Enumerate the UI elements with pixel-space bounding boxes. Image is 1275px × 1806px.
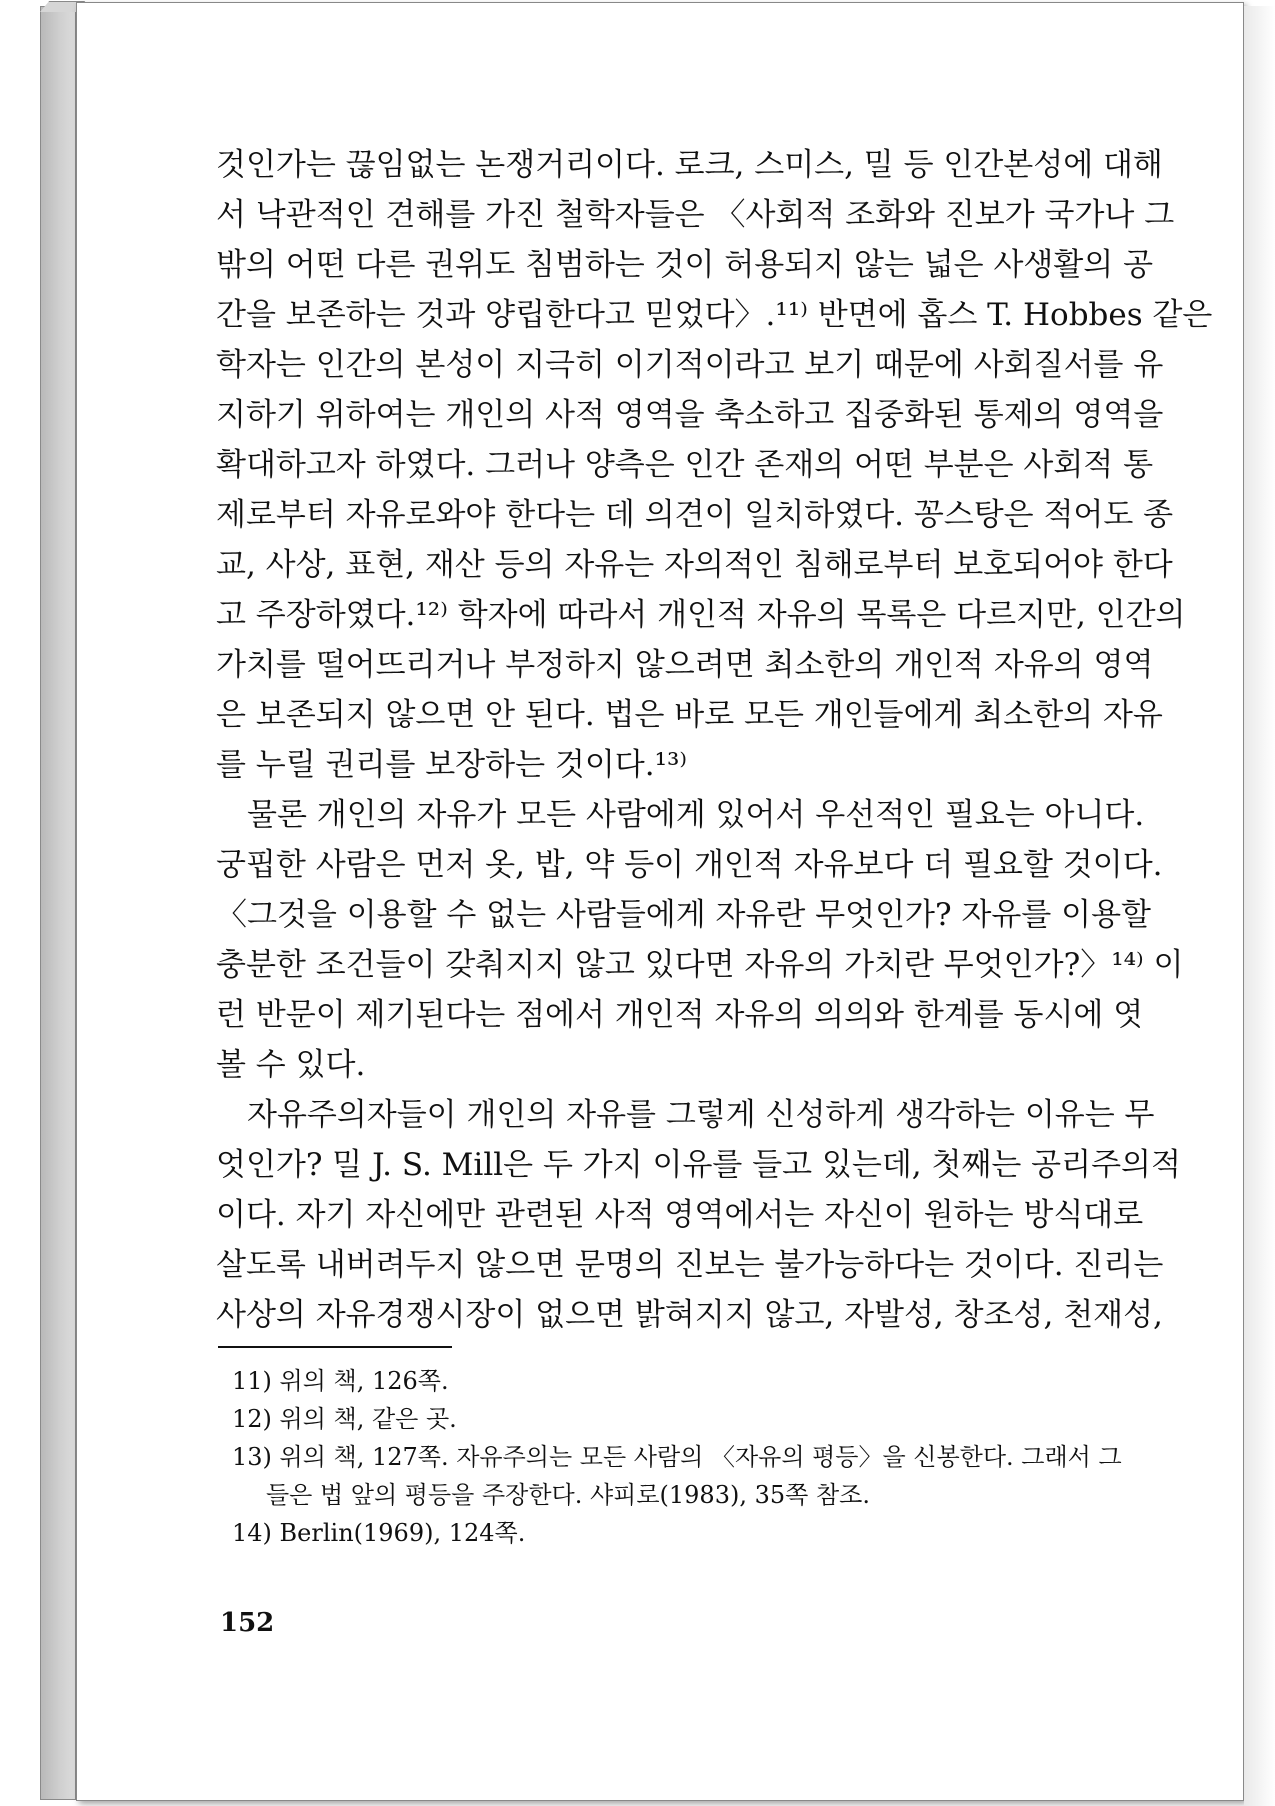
page-number: 152 (220, 1608, 275, 1638)
footnote-13-continued: 들은 법 앞의 평등을 주장한다. 샤피로(1983), 35쪽 참조. (266, 1481, 870, 1509)
footnote-13: 13) 위의 책, 127쪽. 자유주의는 모든 사람의 〈자유의 평등〉을 신봉한다. 그래서 그 (232, 1443, 1122, 1471)
text-line: 확대하고자 하였다. 그러나 양측은 인간 존재의 어떤 부분은 사회적 통 (216, 447, 1154, 483)
text-line: 충분한 조건들이 갖춰지지 않고 있다면 자유의 가치란 무엇인가?〉¹⁴⁾ 이 (216, 947, 1184, 983)
footnote-12: 12) 위의 책, 같은 곳. (232, 1405, 457, 1433)
text-line: 엇인가? 밀 J. S. Mill은 두 가지 이유를 들고 있는데, 첫째는 공리주의적 (216, 1147, 1181, 1183)
text-line: 학자는 인간의 본성이 지극히 이기적이라고 보기 때문에 사회질서를 유 (216, 347, 1164, 383)
text-line: 볼 수 있다. (216, 1047, 366, 1083)
text-line: 제로부터 자유로와야 한다는 데 의견이 일치하였다. 꽁스탕은 적어도 종 (216, 497, 1174, 533)
body-text (216, 140, 1213, 1340)
text-line: 를 누릴 권리를 보장하는 것이다.¹³⁾ (216, 747, 688, 783)
text-line: 살도록 내버려두지 않으면 문명의 진보는 불가능하다는 것이다. 진리는 (216, 1247, 1164, 1283)
page-shadow (1244, 6, 1275, 1806)
text-line: 이다. 자기 자신에만 관련된 사적 영역에서는 자신이 원하는 방식대로 (216, 1197, 1144, 1233)
text-line: 자유주의자들이 개인의 자유를 그렇게 신성하게 생각하는 이유는 무 (247, 1097, 1155, 1133)
text-line: 궁핍한 사람은 먼저 옷, 밥, 약 등이 개인적 자유보다 더 필요할 것이다. (216, 847, 1163, 883)
text-line: 물론 개인의 자유가 모든 사람에게 있어서 우선적인 필요는 아니다. (247, 797, 1145, 833)
text-line: 가치를 떨어뜨리거나 부정하지 않으려면 최소한의 개인적 자유의 영역 (216, 647, 1154, 683)
footnote-divider (218, 1346, 452, 1348)
text-line: 사상의 자유경쟁시장이 없으면 밝혀지지 않고, 자발성, 창조성, 천재성, (216, 1297, 1163, 1333)
book-page-edges (40, 6, 76, 1800)
text-line: 간을 보존하는 것과 양립한다고 믿었다〉.¹¹⁾ 반면에 홉스 T. Hobbes 같은 (216, 297, 1213, 333)
text-line: 지하기 위하여는 개인의 사적 영역을 축소하고 집중화된 통제의 영역을 (216, 397, 1164, 433)
footnotes (232, 1362, 1122, 1552)
text-line: 것인가는 끊임없는 논쟁거리이다. 로크, 스미스, 밀 등 인간본성에 대해 (216, 147, 1163, 183)
text-line: 서 낙관적인 견해를 가진 철학자들은 〈사회적 조화와 진보가 국가나 그 (216, 197, 1175, 233)
text-line: 밖의 어떤 다른 권위도 침범하는 것이 허용되지 않는 넓은 사생활의 공 (216, 247, 1154, 283)
text-line: 고 주장하였다.¹²⁾ 학자에 따라서 개인적 자유의 목록은 다르지만, 인간의 (216, 597, 1186, 633)
text-line: 런 반문이 제기된다는 점에서 개인적 자유의 의의와 한계를 동시에 엿 (216, 997, 1144, 1033)
footnote-14: 14) Berlin(1969), 124쪽. (232, 1519, 526, 1547)
text-line: 교, 사상, 표현, 재산 등의 자유는 자의적인 침해로부터 보호되어야 한다 (216, 547, 1173, 583)
footnote-11: 11) 위의 책, 126쪽. (232, 1367, 449, 1395)
text-line: 은 보존되지 않으면 안 된다. 법은 바로 모든 개인들에게 최소한의 자유 (216, 697, 1163, 733)
text-line: 〈그것을 이용할 수 없는 사람들에게 자유란 무엇인가? 자유를 이용할 (216, 897, 1151, 933)
